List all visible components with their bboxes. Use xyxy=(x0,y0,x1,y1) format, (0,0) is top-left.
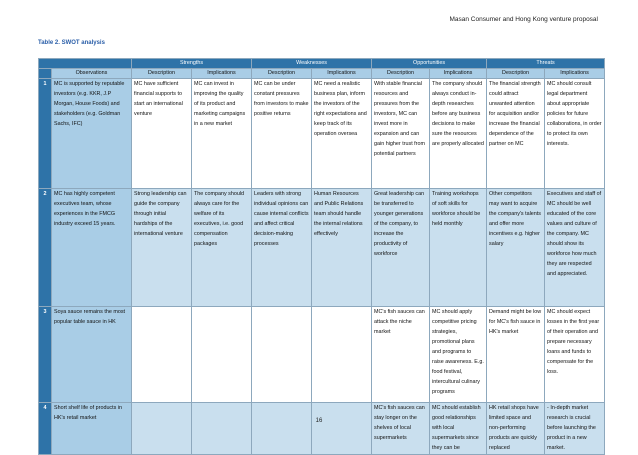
strength-description-cell xyxy=(132,307,192,403)
opportunity-implication-cell: Training workshops of soft skills for workforce should be held monthly xyxy=(430,189,487,307)
group-header-blank xyxy=(39,59,132,69)
threat-implication-cell: - In-depth market research is crucial before launching the product in a new market. xyxy=(545,403,605,455)
opportunity-description-cell: MC's fish sauces can stay longer on the shelves of local supermarkets xyxy=(372,403,430,455)
subheader-strengths-implications: Implications xyxy=(192,69,252,79)
opportunity-implication-cell: MC should apply competitive pricing strategies, promotional plans and programs to raise awareness. E.g. food festival, intercultural culinary programs xyxy=(430,307,487,403)
strength-description-cell: Strong leadership can guide the company through initial hardships of the international venture xyxy=(132,189,192,307)
opportunity-description-cell: With stable financial resources and pressures from the investors, MC can invest more in expansion and can gain higher trust from potential partners xyxy=(372,79,430,189)
table-row-2 xyxy=(39,189,605,307)
threat-description-cell: Demand might be low for MC's fish sauce in HK's market xyxy=(487,307,545,403)
page-number: 16 xyxy=(315,418,323,424)
table-row-4 xyxy=(39,403,605,455)
subheader-weaknesses-description: Description xyxy=(252,69,312,79)
weakness-implication-cell xyxy=(312,403,372,455)
strength-description-cell xyxy=(132,403,192,455)
weakness-description-cell xyxy=(252,307,312,403)
threat-description-cell: Other competitors may want to acquire the company's talents and offer more incentives e.g. higher salary xyxy=(487,189,545,307)
observation-cell: MC has highly competent executives team, whose experiences in the FMCG industry exceed 15 years. xyxy=(52,189,132,307)
group-header-strengths: Strengths xyxy=(132,59,252,69)
threat-description-cell: The financial strength could attract unwanted attention for acquisition and/or increase the financial dependence of the partner on MC xyxy=(487,79,545,189)
strength-implication-cell: The company should always care for the welfare of its executives, i.e. good compensation packages xyxy=(192,189,252,307)
table-caption: Table 2. SWOT analysis xyxy=(38,40,105,46)
row-number: 4 xyxy=(39,403,52,455)
threat-implication-cell: MC should expect losses in the first year of their operation and prepare necessary loans and funds to compensate for the loss. xyxy=(545,307,605,403)
table-row-1 xyxy=(39,79,605,189)
subheader-num-blank xyxy=(39,69,52,79)
subheader-opportunities-description: Description xyxy=(372,69,430,79)
subheader-observations: Observations xyxy=(52,69,132,79)
subheader-strengths-description: Description xyxy=(132,69,192,79)
opportunity-description-cell: Great leadership can be transferred to younger generations of the company, to increase the productivity of workforce xyxy=(372,189,430,307)
opportunity-implication-cell: The company should always conduct in-depth researches before any business decisions to make sure the resources are properly allocated xyxy=(430,79,487,189)
weakness-implication-cell xyxy=(312,307,372,403)
strength-implication-cell xyxy=(192,307,252,403)
observation-cell: MC is supported by reputable investors (e.g. KKR, J.P Morgan, House Foods) and stakeholders (e.g. Goldman Sachs, IFC) xyxy=(52,79,132,189)
strength-implication-cell xyxy=(192,403,252,455)
row-number: 2 xyxy=(39,189,52,307)
group-header-threats: Threats xyxy=(487,59,605,69)
subheader-opportunities-implications: Implications xyxy=(430,69,487,79)
subheader-threats-description: Description xyxy=(487,69,545,79)
weakness-description-cell: MC can be under constant pressures from investors to make positive returns xyxy=(252,79,312,189)
observation-cell: Short shelf life of products in HK's retail market xyxy=(52,403,132,455)
strength-description-cell: MC have sufficient financial supports to start an international venture xyxy=(132,79,192,189)
row-number: 3 xyxy=(39,307,52,403)
subheader-threats-implications: Implications xyxy=(545,69,605,79)
swot-table xyxy=(38,58,605,455)
threat-implication-cell: Executives and staff of MC should be well educated of the core values and culture of the company. MC should show its workforce how much they are respected and appreciated. xyxy=(545,189,605,307)
row-number: 1 xyxy=(39,79,52,189)
weakness-description-cell: Leaders with strong individual opinions can cause internal conflicts and affect critical decision-making processes xyxy=(252,189,312,307)
group-header-opportunities: Opportunities xyxy=(372,59,487,69)
opportunity-description-cell: MC's fish sauces can attack the niche market xyxy=(372,307,430,403)
subheader-weaknesses-implications: Implications xyxy=(312,69,372,79)
opportunity-implication-cell: MC should establish good relationships with local supermarkets since they can be xyxy=(430,403,487,455)
weakness-description-cell xyxy=(252,403,312,455)
strength-implication-cell: MC can invest in improving the quality of its product and marketing campaigns in a new market xyxy=(192,79,252,189)
weakness-implication-cell: MC need a realistic business plan, inform the investors of the right expectations and keep track of its operation oversea xyxy=(312,79,372,189)
threat-implication-cell: MC should consult legal department about appropriate policies for future collaborations, in order to protect its own interests. xyxy=(545,79,605,189)
page-header: Masan Consumer and Hong Kong venture proposal xyxy=(449,16,598,23)
subheader-row xyxy=(39,69,605,79)
observation-cell: Soya sauce remains the most popular table sauce in HK xyxy=(52,307,132,403)
weakness-implication-cell: Human Resources and Public Relations team should handle the internal relations effectively xyxy=(312,189,372,307)
group-header-weaknesses: Weaknesses xyxy=(252,59,372,69)
group-header-row xyxy=(39,59,605,69)
table-row-3 xyxy=(39,307,605,403)
threat-description-cell: HK retail shops have limited space and non-performing products are quickly replaced xyxy=(487,403,545,455)
